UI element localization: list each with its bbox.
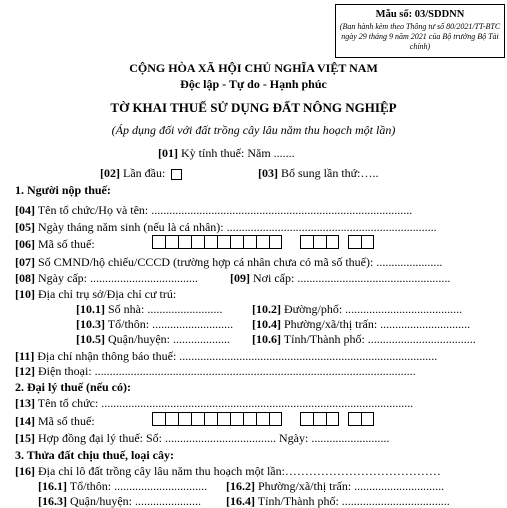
ward-field[interactable]: Phường/xã/thị trấn: .............................. [284, 317, 471, 331]
digit-box[interactable] [300, 412, 313, 426]
name-field[interactable]: Tên tổ chức/Họ và tên: ....................................................................................... [37, 203, 413, 217]
field-code: [04] [15, 203, 35, 217]
field-code: [16] [15, 464, 35, 478]
field-code: [13] [15, 396, 35, 410]
field-id-row [15, 255, 442, 269]
field-hamlet-row [76, 317, 233, 331]
field-plot-ward-row [226, 479, 444, 493]
digit-box[interactable] [204, 412, 217, 426]
digit-box[interactable] [361, 412, 374, 426]
agent-taxcode-boxes[interactable] [152, 412, 282, 426]
taxcode-branch-boxes[interactable] [348, 235, 374, 249]
plot-hamlet-field[interactable]: Tổ/thôn: ............................... [69, 479, 208, 493]
field-code: [07] [15, 255, 35, 269]
digit-box[interactable] [269, 412, 282, 426]
digit-box[interactable] [165, 412, 178, 426]
address-label: Địa chỉ trụ sở/Địa chỉ cư trú: [38, 287, 177, 301]
contract-field[interactable]: Hợp đồng đại lý thuế: Số: ..................................... Ngày: .......................... [38, 431, 390, 445]
form-code: Mẫu số: 03/SDDNN [375, 9, 465, 20]
digit-box[interactable] [256, 235, 269, 249]
supplement-label[interactable]: Bổ sung lần thứ:….. [281, 166, 379, 180]
digit-box[interactable] [313, 235, 326, 249]
digit-box[interactable] [191, 235, 204, 249]
digit-box[interactable] [300, 235, 313, 249]
digit-box[interactable] [361, 235, 374, 249]
digit-box[interactable] [165, 235, 178, 249]
section-tax-agent: 2. Đại lý thuế (nếu có): [15, 380, 131, 394]
field-code: [01] [158, 146, 178, 160]
phone-field[interactable]: Điện thoại: ........................................................................................................... [38, 364, 416, 378]
form-title: TỜ KHAI THUẾ SỬ DỤNG ĐẤT NÔNG NGHIỆP [110, 100, 397, 115]
agent-taxcode-sub-boxes[interactable] [300, 412, 339, 426]
field-code: [11] [15, 349, 35, 363]
field-code: [03] [258, 166, 278, 180]
digit-box[interactable] [348, 235, 361, 249]
field-code: [16.3] [38, 494, 67, 508]
field-code: [10.5] [76, 332, 105, 346]
field-birthdate-row [15, 220, 437, 234]
digit-box[interactable] [326, 412, 339, 426]
motto: Độc lập - Tự do - Hạnh phúc [180, 77, 327, 91]
field-code: [12] [15, 364, 35, 378]
id-field[interactable]: Số CMND/hộ chiếu/CCCD (trường hợp cá nhân chưa có mã số thuế): ...................... [38, 255, 443, 269]
digit-box[interactable] [243, 235, 256, 249]
country-name: CỘNG HÒA XÃ HỘI CHỦ NGHĨA VIỆT NAM [129, 61, 378, 75]
plot-ward-field[interactable]: Phường/xã/thị trấn: .............................. [258, 479, 445, 493]
period-row [158, 146, 295, 160]
period-label[interactable]: Kỳ tính thuế: Năm ....... [181, 146, 295, 160]
field-code: [09] [230, 271, 250, 285]
field-code: [05] [15, 220, 35, 234]
digit-box[interactable] [152, 412, 165, 426]
first-time-checkbox[interactable] [171, 169, 182, 180]
field-address-row [15, 287, 176, 301]
taxcode-sub-boxes[interactable] [300, 235, 339, 249]
digit-box[interactable] [204, 235, 217, 249]
street-field[interactable]: Đường/phố: ....................................... [284, 302, 463, 316]
digit-box[interactable] [230, 412, 243, 426]
birthdate-field[interactable]: Ngày tháng năm sinh (nếu là cá nhân): ...................................................................... [38, 220, 437, 234]
house-number-field[interactable]: Số nhà: ......................... [108, 302, 223, 316]
form-code-box [335, 4, 505, 58]
field-code: [10.1] [76, 302, 105, 316]
field-agent-taxcode-row [15, 414, 95, 428]
field-notice-address-row [15, 349, 437, 363]
field-agent-name-row [15, 396, 413, 410]
digit-box[interactable] [313, 412, 326, 426]
field-code: [16.1] [38, 479, 67, 493]
field-issue-date-row [15, 271, 198, 285]
field-code: [14] [15, 414, 35, 428]
field-house-row [76, 302, 222, 316]
field-code: [10.6] [252, 332, 281, 346]
form-code-note: (Ban hành kèm theo Thông tư số 80/2021/TT-BTC ngày 29 tháng 9 năm 2021 của Bộ trưởng Bộ Tài chính) [339, 22, 501, 51]
digit-box[interactable] [243, 412, 256, 426]
district-field[interactable]: Quận/huyện: ................... [108, 332, 230, 346]
digit-box[interactable] [178, 235, 191, 249]
field-code: [16.2] [226, 479, 255, 493]
hamlet-field[interactable]: Tổ/thôn: ........................... [107, 317, 234, 331]
field-contract-row [15, 431, 389, 445]
digit-box[interactable] [217, 235, 230, 249]
field-code: [10.2] [252, 302, 281, 316]
field-province-row [252, 332, 476, 346]
digit-box[interactable] [178, 412, 191, 426]
province-field[interactable]: Tỉnh/Thành phố: .................................... [283, 332, 476, 346]
field-taxcode-row [15, 237, 95, 251]
issue-place-field[interactable]: Nơi cấp: ................................................... [253, 271, 451, 285]
agent-taxcode-branch-boxes[interactable] [348, 412, 374, 426]
taxcode-boxes[interactable] [152, 235, 282, 249]
digit-box[interactable] [326, 235, 339, 249]
plot-district-field[interactable]: Quận/huyện: ...................... [70, 494, 201, 508]
digit-box[interactable] [152, 235, 165, 249]
field-phone-row [15, 364, 416, 378]
digit-box[interactable] [191, 412, 204, 426]
field-code: [10.4] [252, 317, 281, 331]
field-ward-row [252, 317, 470, 331]
section-taxpayer: 1. Người nộp thuế: [15, 183, 111, 197]
digit-box[interactable] [217, 412, 230, 426]
field-plot-address-row [15, 464, 441, 478]
field-code: [16.4] [226, 494, 255, 508]
field-code: [10] [15, 287, 35, 301]
field-code: [15] [15, 431, 35, 445]
field-plot-hamlet-row [38, 479, 207, 493]
digit-box[interactable] [230, 235, 243, 249]
field-code: [10.3] [76, 317, 105, 331]
field-street-row [252, 302, 462, 316]
field-name-row [15, 203, 412, 217]
section-land-plot: 3. Thửa đất chịu thuế, loại cây: [15, 448, 174, 462]
issue-date-field[interactable]: Ngày cấp: .................................... [38, 271, 198, 285]
supplement-row [258, 166, 379, 180]
agent-name-field[interactable]: Tên tổ chức: ........................................................................................................ [37, 396, 414, 410]
plot-address-label[interactable]: Địa chỉ lô đất trồng cây lâu năm thu hoạch một lần:………………………………… [38, 464, 441, 478]
agent-taxcode-label: Mã số thuế: [38, 414, 95, 428]
first-time-row [100, 166, 182, 180]
field-code: [06] [15, 237, 35, 251]
digit-box[interactable] [269, 235, 282, 249]
taxcode-label: Mã số thuế: [38, 237, 95, 251]
field-issue-place-row [230, 271, 450, 285]
digit-box[interactable] [348, 412, 361, 426]
field-code: [08] [15, 271, 35, 285]
form-subtitle: (Áp dụng đối với đất trồng cây lâu năm thu hoạch một lần) [111, 123, 396, 137]
digit-box[interactable] [256, 412, 269, 426]
field-code: [02] [100, 166, 120, 180]
field-district-row [76, 332, 230, 346]
plot-province-field[interactable]: Tỉnh/Thành phố: .................................... [257, 494, 450, 508]
notice-address-field[interactable]: Địa chỉ nhận thông báo thuế: ...................................................................................... [37, 349, 438, 363]
first-time-label: Lần đầu: [123, 166, 166, 180]
